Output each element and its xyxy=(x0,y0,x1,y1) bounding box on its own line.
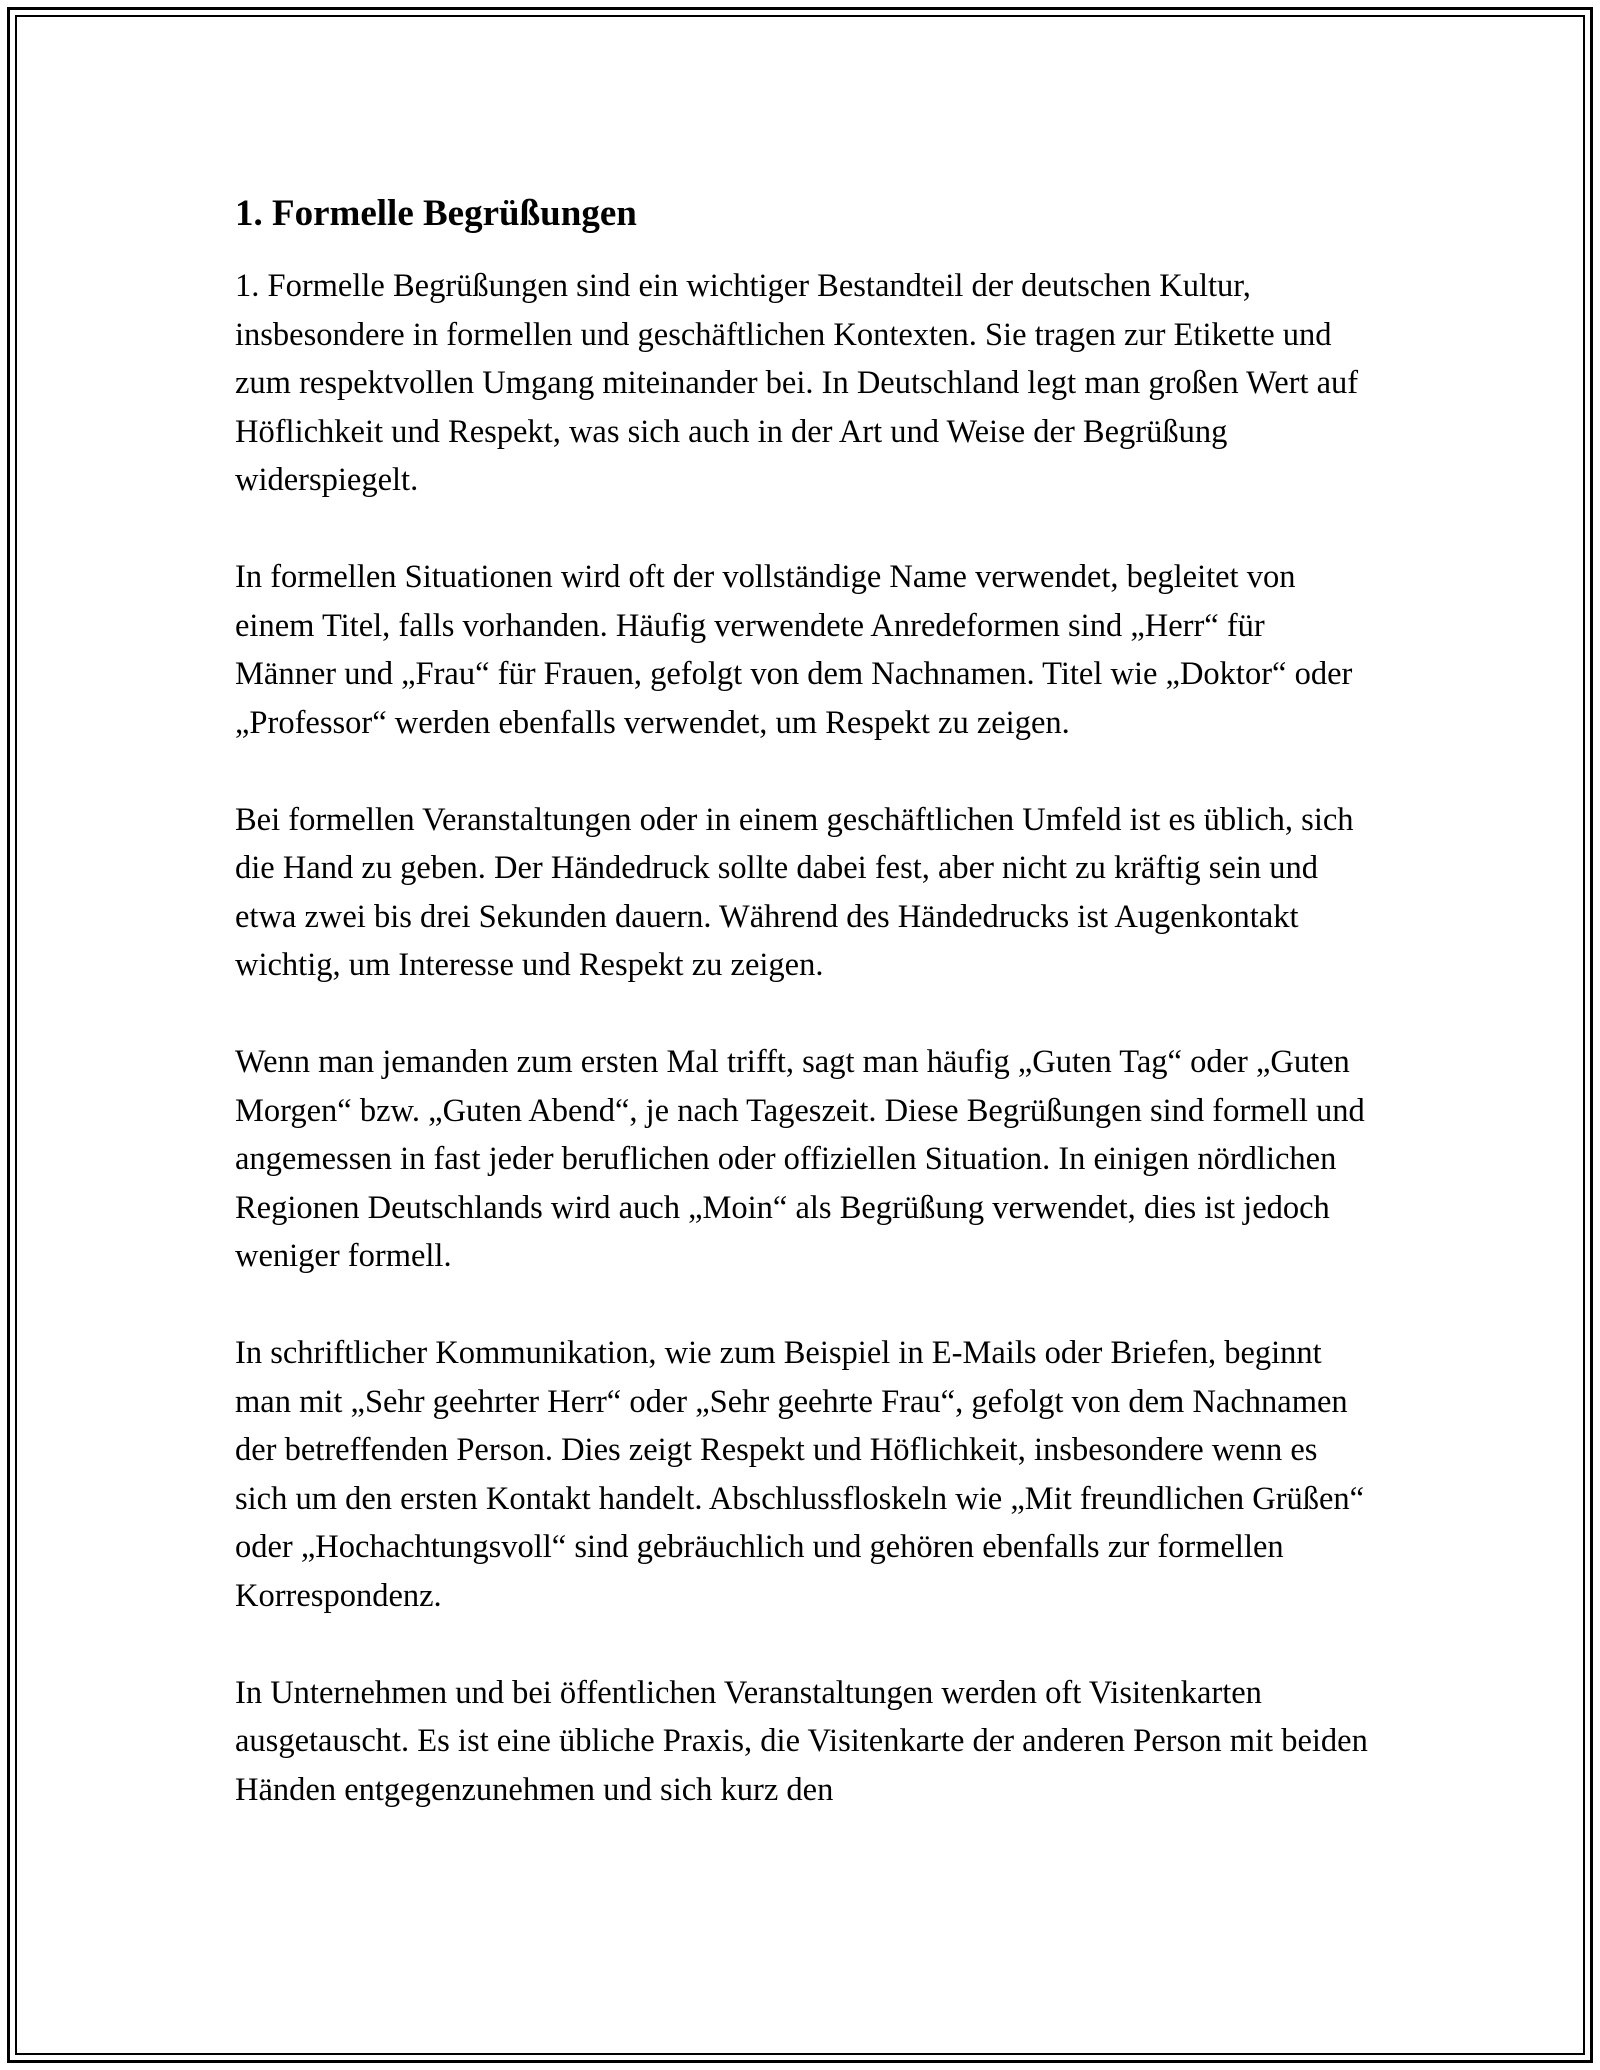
paragraph-names-titles: In formellen Situationen wird oft der vollständige Name verwendet, begleitet von einem Titel, falls vorhanden. Häufig verwendete Anredeformen sind „Herr“ für Männer und „Frau“ für Frauen, gefolgt von dem Nachnamen. Titel wie „Doktor“ oder „Professor“ werden ebenfalls verwendet, um Respekt zu zeigen. xyxy=(235,559,1353,741)
paragraph-handshake: Bei formellen Veranstaltungen oder in einem geschäftlichen Umfeld ist es üblich, sich die Hand zu geben. Der Händedruck sollte dabei fest, aber nicht zu kräftig sein und etwa zwei bis drei Sekunden dauern. Während des Händedrucks ist Augenkontakt wichtig, um Interesse und Respekt zu zeigen. xyxy=(235,801,1354,983)
section-heading: 1. Formelle Begrüßungen xyxy=(235,193,637,234)
paragraph-business-cards: In Unternehmen und bei öffentlichen Veranstaltungen werden oft Visitenkarten ausgetauscht. Es ist eine übliche Praxis, die Visitenkarte der anderen Person mit beiden Händen entgegenzunehmen und sich kurz den xyxy=(235,1674,1368,1808)
paragraph-greeting-phrases: Wenn man jemanden zum ersten Mal trifft, sagt man häufig „Guten Tag“ oder „Guten Morgen“ bzw. „Guten Abend“, je nach Tageszeit. Diese Begrüßungen sind formell und angemessen in fast jeder beruflichen oder offiziellen Situation. In einigen nördlichen Regionen Deutschlands wird auch „Moin“ als Begrüßung verwendet, dies ist jedoch weniger formell. xyxy=(235,1044,1365,1274)
paragraph-intro: 1. Formelle Begrüßungen sind ein wichtiger Bestandteil der deutschen Kultur, insbesondere in formellen und geschäftlichen Kontexten. Sie tragen zur Etikette und zum respektvollen Umgang miteinander bei. In Deutschland legt man großen Wert auf Höflichkeit und Respekt, was sich auch in der Art und Weise der Begrüßung widerspiegelt. xyxy=(235,268,1359,498)
paragraph-written-communication: In schriftlicher Kommunikation, wie zum Beispiel in E-Mails oder Briefen, beginnt man mit „Sehr geehrter Herr“ oder „Sehr geehrte Frau“, gefolgt von dem Nachnamen der betreffenden Person. Dies zeigt Respekt und Höflichkeit, insbesondere wenn es sich um den ersten Kontakt handelt. Abschlussfloskeln wie „Mit freundlichen Grüßen“ oder „Hochachtungsvoll“ sind gebräuchlich und gehören ebenfalls zur formellen Korrespondenz. xyxy=(235,1335,1365,1614)
document-body xyxy=(235,188,1370,1863)
